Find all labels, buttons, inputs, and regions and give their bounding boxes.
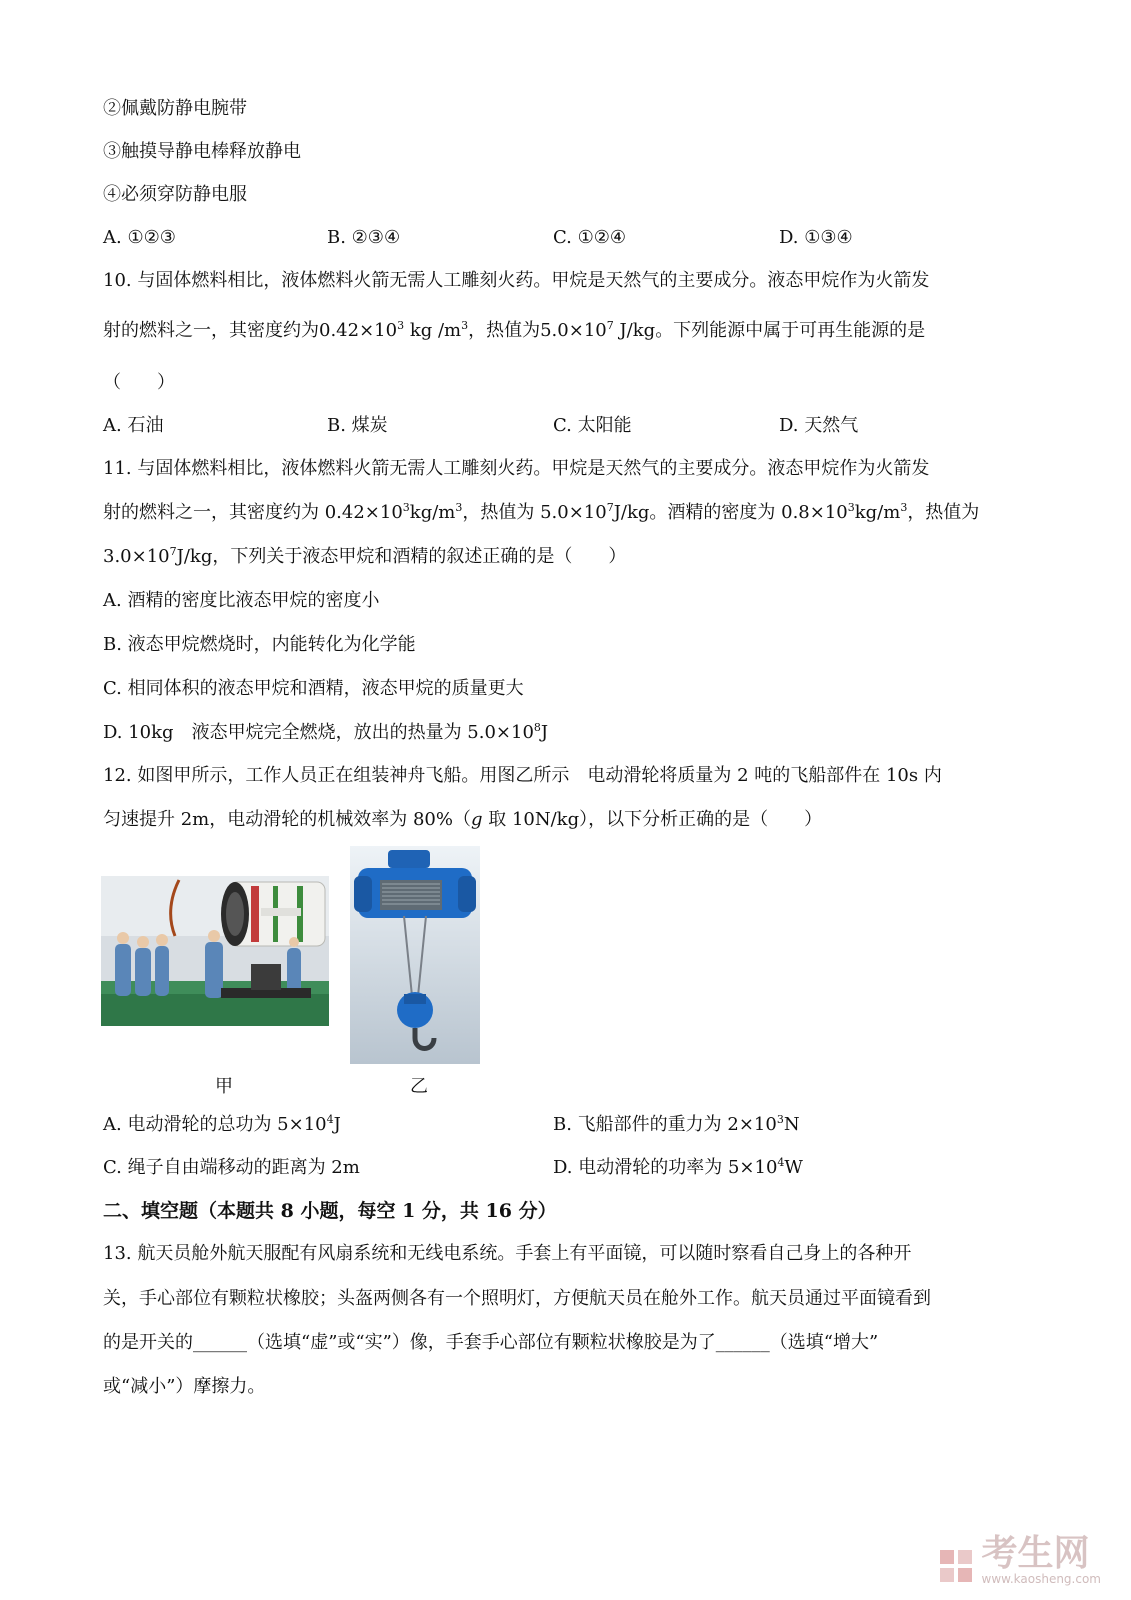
q10-option-a: A. 石油	[103, 415, 164, 436]
figure-jia-photo	[101, 876, 329, 1026]
q9-option-a: A. ①②③	[103, 227, 176, 248]
statement-2: ②佩戴防静电腕带	[103, 98, 247, 119]
q13-line-2: 关，手心部位有颗粒状橡胶；头盔两侧各有一个照明灯，方便航天员在舱外工作。航天员通过平面镜看到	[103, 1288, 931, 1309]
kaosheng-logo-icon	[938, 1548, 976, 1586]
spacecraft-assembly-image	[101, 876, 329, 1026]
q11-line-3: $3.0\times 10^7J/kg$，下列关于液态甲烷和酒精的叙述正确的是（ ）	[103, 545, 627, 567]
q13-line-1: 13. 航天员舱外航天服配有风扇系统和无线电系统。手套上有平面镜，可以随时察看自己身上的各种开	[103, 1243, 912, 1264]
statement-4: ④必须穿防静电服	[103, 184, 247, 205]
q10-option-c: C. 太阳能	[553, 415, 632, 436]
watermark-url: www.kaosheng.com	[981, 1572, 1101, 1586]
q9-option-c: C. ①②④	[553, 227, 626, 248]
q12-option-d: D. 电动滑轮的功率为 $5\times 10^4W$	[553, 1156, 803, 1178]
q11-option-b: B. 液态甲烷燃烧时，内能转化为化学能	[103, 634, 416, 655]
caption-yi: 乙	[410, 1076, 428, 1097]
watermark	[938, 1533, 1102, 1586]
q11-option-a: A. 酒精的密度比液态甲烷的密度小	[103, 590, 380, 611]
q11-line-2: 射的燃料之一，其密度约为 $0.42\times 10^3kg/m^3$，热值为 $5.0\times 10^7J/kg$。酒精的密度为 $0.8\times 10^3kg/m^3$，热值为	[103, 501, 980, 523]
q11-option-d: D. 10kg 液态甲烷完全燃烧，放出的热量为 $5.0\times 10^8J$	[103, 721, 549, 743]
q10-option-b: B. 煤炭	[327, 415, 388, 436]
section-2-heading: 二、填空题（本题共 8 小题，每空 1 分，共 16 分）	[103, 1200, 557, 1222]
statement-3: ③触摸导静电棒释放静电	[103, 141, 301, 162]
q9-option-b: B. ②③④	[327, 227, 401, 248]
watermark-text: 考生网	[981, 1533, 1090, 1574]
q9-option-d: D. ①③④	[779, 227, 853, 248]
q10-option-d: D. 天然气	[779, 415, 859, 436]
figure-yi-photo	[350, 846, 480, 1064]
q12-option-a: A. 电动滑轮的总功为 $5\times 10^4J$	[103, 1113, 341, 1135]
q10-line-3: （ ）	[103, 372, 175, 393]
q11-option-c: C. 相同体积的液态甲烷和酒精，液态甲烷的质量更大	[103, 678, 524, 699]
caption-jia: 甲	[215, 1076, 233, 1097]
q12-line-2: 匀速提升 2m，电动滑轮的机械效率为 80%（g 取 10N/kg），以下分析正确的是（ ）	[103, 809, 823, 830]
q12-option-b: B. 飞船部件的重力为 $2\times 10^3N$	[553, 1113, 800, 1135]
q12-option-c: C. 绳子自由端移动的距离为 2m	[103, 1157, 360, 1178]
q11-line-1: 11. 与固体燃料相比，液体燃料火箭无需人工雕刻火药。甲烷是天然气的主要成分。液态甲烷作为火箭发	[103, 458, 930, 479]
q12-line-1: 12. 如图甲所示，工作人员正在组装神舟飞船。用图乙所示 电动滑轮将质量为 2 吨的飞船部件在 10s 内	[103, 765, 942, 786]
q13-line-3: 的是开关的______（选填“虚”或“实”）像，手套手心部位有颗粒状橡胶是为了______（选填“增大”	[103, 1332, 879, 1353]
electric-hoist-image	[350, 846, 480, 1064]
q10-line-2: 射的燃料之一，其密度约为$0.42\times 10^3$ kg $/m^3$，热值为$5.0\times 10^7$ J/kg。下列能源中属于可再生能源的是	[103, 319, 926, 341]
q10-line-1: 10. 与固体燃料相比，液体燃料火箭无需人工雕刻火药。甲烷是天然气的主要成分。液态甲烷作为火箭发	[103, 270, 930, 291]
q13-line-4: 或“减小”）摩擦力。	[103, 1376, 266, 1397]
